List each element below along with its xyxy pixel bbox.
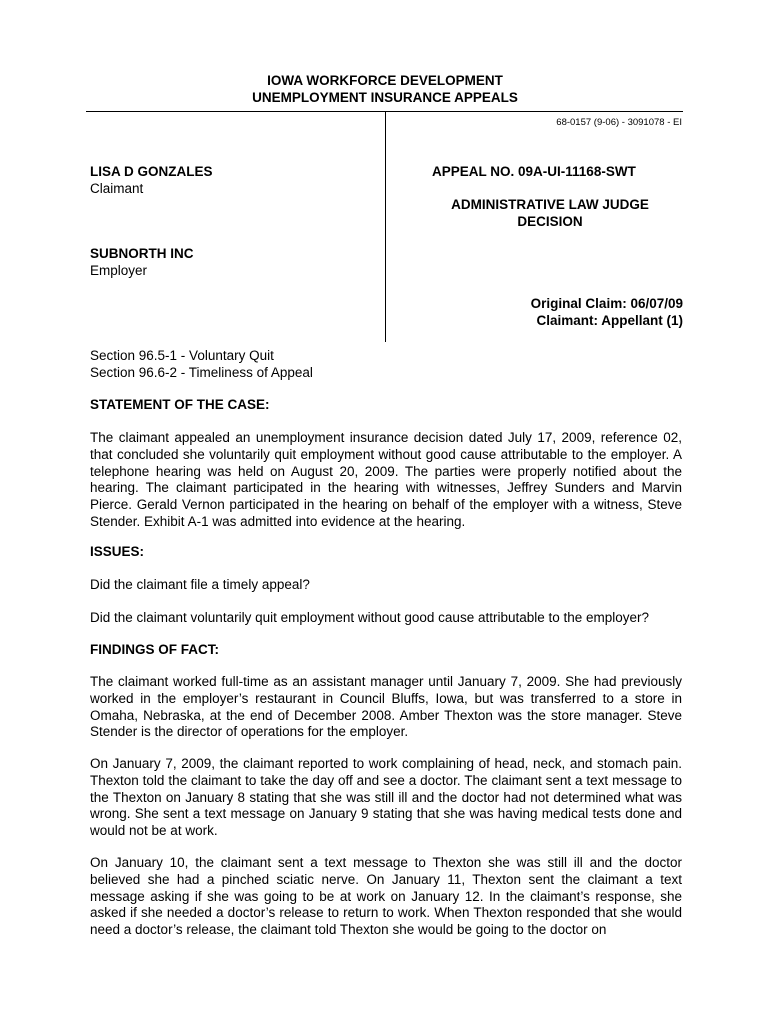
original-claim: Original Claim: 06/07/09 [530,296,683,311]
section-voluntary-quit: Section 96.5-1 - Voluntary Quit [90,348,274,363]
column-divider [385,111,386,342]
claimant-status: Claimant: Appellant (1) [536,313,683,328]
appeal-number: APPEAL NO. 09A-UI-11168-SWT [432,164,636,179]
agency-title: IOWA WORKFORCE DEVELOPMENT [267,73,503,88]
claimant-role: Claimant [90,181,144,196]
agency-subtitle: UNEMPLOYMENT INSURANCE APPEALS [252,90,518,105]
issue-voluntary-quit: Did the claimant voluntarily quit employment without good cause attributable to the employer? [90,610,650,625]
issue-timely-appeal: Did the claimant file a timely appeal? [90,577,310,592]
employer-role: Employer [90,263,148,278]
findings-paragraph-3: On January 10, the claimant sent a text message to Thexton she was still ill and the doctor believed she had a pinched sciatic nerve. On January 11, Thexton sent the claimant a text message asking if she was going to be at work on January 12. In the claimant’s response, she asked if she needed a doctor’s release to return to work. When Thexton responded that she would need a doctor’s release, the claimant told Thexton she would be going to the doctor on [90,855,682,938]
findings-paragraph-2: On January 7, 2009, the claimant reported to work complaining of head, neck, and stomach pain. Thexton told the claimant to take the day off and see a doctor. The claimant sent a text message to the Thexton on January 8 stating that she was still ill and the doctor had not determined what was wrong. She sent a text message on January 9 stating that she was having medical tests done and would not be at work. [90,756,682,839]
form-number: 68-0157 (9-06) - 3091078 - EI [556,117,682,128]
employer-name: SUBNORTH INC [90,246,194,261]
decision-title: ADMINISTRATIVE LAW JUDGE [451,197,649,212]
findings-paragraph-1: The claimant worked full-time as an assistant manager until January 7, 2009. She had previously worked in the employer’s restaurant in Council Bluffs, Iowa, but was transferred to a store in Omaha, Nebraska, at the end of December 2008. Amber Thexton was the store manager. Steve Stender is the director of operations for the employer. [90,674,682,740]
issues-heading: ISSUES: [90,544,145,559]
statement-heading: STATEMENT OF THE CASE: [90,397,270,412]
section-timeliness: Section 96.6-2 - Timeliness of Appeal [90,365,313,380]
decision-subtitle: DECISION [517,214,583,229]
findings-heading: FINDINGS OF FACT: [90,642,219,657]
claimant-name: LISA D GONZALES [90,164,213,179]
statement-paragraph: The claimant appealed an unemployment insurance decision dated July 17, 2009, reference 02, that concluded she voluntarily quit employment without good cause attributable to the employer. A telephone hearing was held on August 20, 2009. The parties were properly notified about the hearing. The claimant participated in the hearing with witnesses, Jeffrey Sunders and Marvin Pierce. Gerald Vernon participated in the hearing on behalf of the employer with a witness, Steve Stender. Exhibit A-1 was admitted into evidence at the hearing. [90,430,682,529]
